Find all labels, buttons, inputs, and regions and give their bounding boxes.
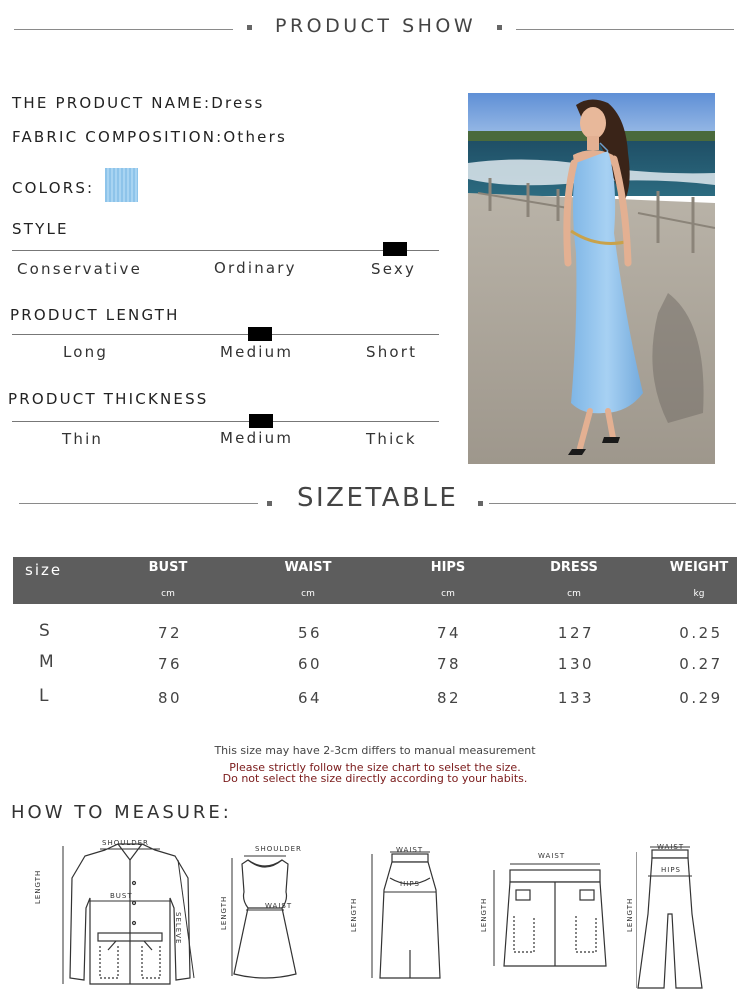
thickness-option-medium: Medium xyxy=(220,429,294,447)
table-cell: 72 xyxy=(157,624,183,642)
length-title: PRODUCT LENGTH xyxy=(10,306,180,324)
length-scale-line xyxy=(12,334,439,335)
table-cell: 64 xyxy=(297,689,323,707)
table-cell: 133 xyxy=(557,689,595,707)
column-unit-dress: cm xyxy=(567,589,581,599)
skirt-hips-label: HIPS xyxy=(400,880,420,888)
table-cell: 130 xyxy=(557,655,595,673)
product-name-label: THE PRODUCT NAME: xyxy=(12,94,212,112)
table-cell: 76 xyxy=(157,655,183,673)
skirt-drawing xyxy=(360,850,450,984)
column-unit-weight: kg xyxy=(693,589,705,599)
thickness-marker xyxy=(249,414,273,428)
sizetable-dot-right xyxy=(478,501,483,506)
table-cell: 0.25 xyxy=(679,624,723,642)
size-table-header xyxy=(13,557,737,604)
skirt-waist-label: WAIST xyxy=(396,846,424,854)
table-cell: 78 xyxy=(436,655,462,673)
pants-length-label: LENGTH xyxy=(626,897,634,932)
style-title: STYLE xyxy=(12,220,69,238)
pants-waist-label: WAIST xyxy=(657,843,685,851)
table-cell: 82 xyxy=(436,689,462,707)
sizetable-line-right xyxy=(489,503,736,504)
header-line-left xyxy=(14,29,233,30)
length-option-medium: Medium xyxy=(220,343,294,361)
length-marker xyxy=(248,327,272,341)
row-size-label: M xyxy=(39,652,54,672)
shorts-length-label: LENGTH xyxy=(480,897,488,932)
style-option-sexy: Sexy xyxy=(371,260,417,278)
model-photo-illustration xyxy=(468,93,715,464)
thickness-scale-line xyxy=(12,421,439,422)
dress-shoulder-label: SHOULDER xyxy=(255,845,302,853)
thickness-option-thin: Thin xyxy=(62,430,104,448)
column-unit-waist: cm xyxy=(301,589,315,599)
column-header-dress: DRESS xyxy=(550,560,598,575)
dress-drawing xyxy=(230,852,300,984)
skirt-length-label: LENGTH xyxy=(350,897,358,932)
thickness-title: PRODUCT THICKNESS xyxy=(8,390,209,408)
table-cell: 56 xyxy=(297,624,323,642)
shorts-drawing xyxy=(490,856,610,976)
pants-hips-label: HIPS xyxy=(661,866,681,874)
colors-label: COLORS: xyxy=(12,179,95,197)
dress-waist-label: WAIST xyxy=(265,902,293,910)
measurement-note: This size may have 2-3cm differs to manual measurement xyxy=(214,744,536,757)
header-dot-left xyxy=(247,25,252,30)
row-size-label: L xyxy=(39,686,49,706)
table-cell: 0.27 xyxy=(679,655,723,673)
length-option-long: Long xyxy=(63,343,109,361)
column-header-bust: BUST xyxy=(148,560,188,575)
table-cell: 127 xyxy=(557,624,595,642)
table-cell: 0.29 xyxy=(679,689,723,707)
jacket-bust-label: BUST xyxy=(110,892,133,900)
header-line-right xyxy=(516,29,734,30)
table-cell: 74 xyxy=(436,624,462,642)
sizetable-title: SIZETABLE xyxy=(297,483,459,513)
column-unit-bust: cm xyxy=(161,589,175,599)
sizetable-dot-left xyxy=(267,501,272,506)
product-name-value: Dress xyxy=(211,94,265,112)
product-show-title: PRODUCT SHOW xyxy=(275,15,477,37)
column-unit-hips: cm xyxy=(441,589,455,599)
fabric-value: Others xyxy=(223,128,287,146)
jacket-length-label: LENGTH xyxy=(34,869,42,904)
style-option-conservative: Conservative xyxy=(17,260,142,278)
shorts-waist-label: WAIST xyxy=(538,852,566,860)
sizetable-line-left xyxy=(19,503,258,504)
style-marker xyxy=(383,242,407,256)
fabric-label: FABRIC COMPOSITION: xyxy=(12,128,224,146)
header-dot-right xyxy=(497,25,502,30)
thickness-option-thick: Thick xyxy=(366,430,417,448)
table-cell: 80 xyxy=(157,689,183,707)
jacket-shoulder-label: SHOULDER xyxy=(102,839,149,847)
size-column-header: size xyxy=(25,561,63,579)
column-header-hips: HIPS xyxy=(430,560,466,575)
style-scale-line xyxy=(12,250,439,251)
color-swatch-light-blue[interactable] xyxy=(105,168,138,202)
jacket-sleeve-label: SELEVE xyxy=(174,912,182,945)
column-header-waist: WAIST xyxy=(284,560,332,575)
how-to-measure-title: HOW TO MEASURE: xyxy=(11,802,232,823)
row-size-label: S xyxy=(39,621,50,641)
length-option-short: Short xyxy=(366,343,418,361)
product-name-row xyxy=(12,94,265,112)
style-option-ordinary: Ordinary xyxy=(214,259,297,277)
table-cell: 60 xyxy=(297,655,323,673)
column-header-weight: WEIGHT xyxy=(669,560,729,575)
fabric-row xyxy=(12,128,287,146)
dress-length-label: LENGTH xyxy=(220,895,228,930)
warning-line-1: Please strictly follow the size chart to selset the size. xyxy=(229,761,521,774)
warning-line-2: Do not select the size directly according to your habits. xyxy=(222,772,528,785)
product-photo[interactable] xyxy=(468,93,715,464)
